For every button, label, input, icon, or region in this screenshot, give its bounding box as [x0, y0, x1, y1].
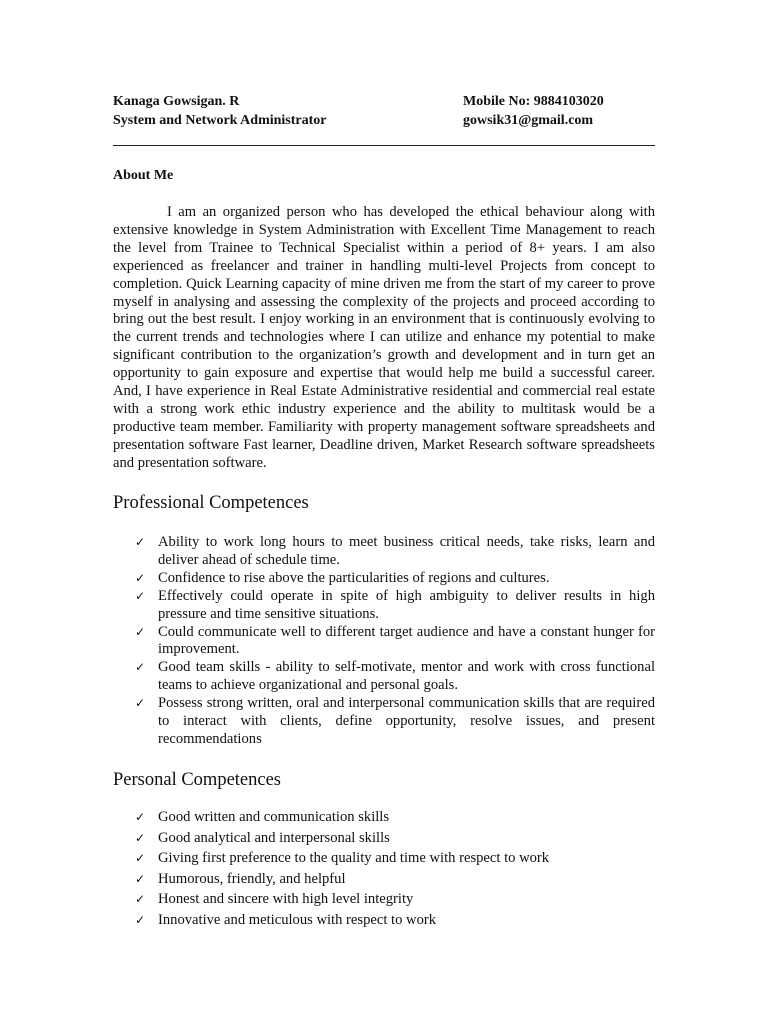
resume-header [113, 92, 655, 132]
check-icon: ✓ [135, 570, 146, 585]
list-item [113, 624, 655, 660]
list-item-text: Giving first preference to the quality and time with respect to work [158, 850, 550, 867]
about-heading: About Me [113, 168, 174, 183]
list-item-text: Effectively could operate in spite of high ambiguity to deliver results in high pressure and time sensitive situations. [158, 587, 655, 622]
list-item-text: Honest and sincere with high level integrity [158, 891, 414, 908]
list-item-text: Could communicate well to different target audience and have a constant hunger for improvement. [158, 623, 655, 658]
check-icon: ✓ [135, 830, 146, 845]
list-item [113, 889, 655, 910]
check-icon: ✓ [135, 660, 146, 675]
header-left [113, 92, 327, 130]
header-divider [113, 145, 655, 146]
list-item [113, 848, 655, 869]
personal-competences-list [113, 807, 655, 931]
list-item-text: Ability to work long hours to meet business critical needs, take risks, learn and deliver ahead of schedule time. [158, 534, 655, 568]
check-icon: ✓ [135, 851, 146, 866]
check-icon: ✓ [135, 588, 146, 603]
check-icon: ✓ [135, 810, 146, 824]
list-item [113, 828, 655, 849]
list-item [113, 534, 655, 570]
check-icon: ✓ [135, 892, 146, 907]
list-item [113, 807, 655, 828]
about-paragraph: I am an organized person who has developed the ethical behaviour along with extensive knowledge in System Administration with Excellent Time Management to reach the level from Trainee to Technical Specialist within a period of 8+ years. I am also experienced as freelancer and trainer in handling multi-level Projects from concept to completion. Quick Learning capacity of mine driven me from the start of my career to prove myself in analysing and assessing the complexity of the projects and proceed according to bring out the best result. I enjoy working in an environment that is continuously evolving to the current trends and technologies where I can utilize and enhance my potential to make significant contribution to the organization’s growth and development and in turn get an opportunity to gain exposure and expertise that would help me build a successful career. And, I have experience in Real Estate Administrative residential and commercial real estate with a strong work ethic industry experience and the ability to multitask would be a productive team member. Familiarity with property management software spreadsheets and presentation software Fast learner, Deadline driven, Market Research software spreadsheets and presentation software. [113, 204, 655, 471]
list-item-text: Humorous, friendly, and helpful [158, 870, 346, 887]
list-item-text: Possess strong written, oral and interpersonal communication skills that are required to interact with clients, define opportunity, resolve issues, and present recommendations [158, 695, 655, 747]
personal-competences-heading: Personal Competences [113, 770, 281, 790]
header-right [463, 92, 604, 130]
mobile-number: Mobile No: 9884103020 [463, 94, 604, 109]
list-item [113, 570, 655, 588]
list-item [113, 910, 655, 931]
candidate-name: Kanaga Gowsigan. R [113, 94, 240, 109]
list-item-text: Good written and communication skills [158, 809, 390, 825]
professional-competences-list [113, 534, 655, 749]
list-item [113, 659, 655, 695]
check-icon: ✓ [135, 696, 146, 711]
list-item [113, 869, 655, 890]
list-item [113, 695, 655, 749]
check-icon: ✓ [135, 871, 146, 886]
candidate-role: System and Network Administrator [113, 113, 327, 128]
check-icon: ✓ [135, 624, 146, 639]
list-item [113, 588, 655, 624]
list-item-text: Good team skills - ability to self-motivate, mentor and work with cross functional teams to achieve organizational and personal goals. [158, 659, 655, 694]
list-item-text: Innovative and meticulous with respect to work [158, 911, 437, 928]
list-item-text: Confidence to rise above the particularities of regions and cultures. [158, 569, 550, 586]
list-item-text: Good analytical and interpersonal skills [158, 829, 390, 846]
professional-competences-heading: Professional Competences [113, 493, 309, 513]
email-address: gowsik31@gmail.com [463, 113, 594, 128]
check-icon: ✓ [135, 912, 146, 927]
check-icon: ✓ [135, 535, 146, 549]
